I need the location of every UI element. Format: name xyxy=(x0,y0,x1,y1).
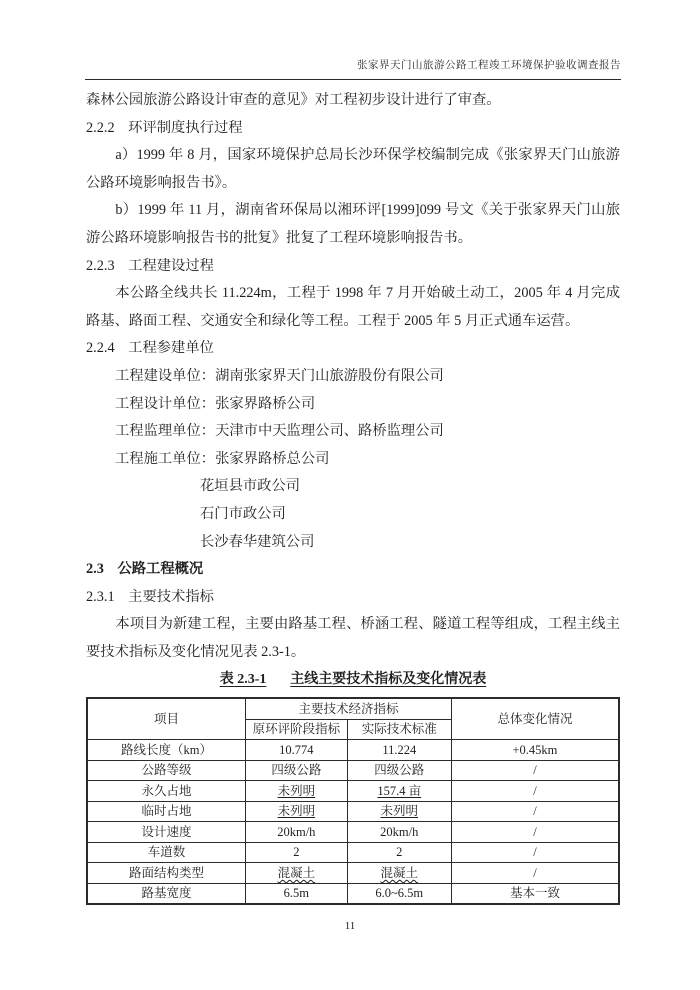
cell-change: / xyxy=(451,781,619,802)
cell-change: / xyxy=(451,801,619,822)
table-row xyxy=(87,883,619,904)
table-row xyxy=(87,760,619,781)
cell-eia xyxy=(246,863,348,884)
table-row xyxy=(87,801,619,822)
unit-value: 湖南张家界天门山旅游股份有限公司 xyxy=(215,367,444,384)
cell-item: 路基宽度 xyxy=(87,883,246,904)
table-row xyxy=(87,781,619,802)
paragraph-continuation: 森林公园旅游公路设计审查的意见》对工程初步设计进行了审查。 xyxy=(86,92,501,108)
section-number: 2.3 xyxy=(86,561,104,578)
cell-change: / xyxy=(451,760,619,781)
section-title: 公路工程概况 xyxy=(117,561,204,578)
cell-item: 永久占地 xyxy=(87,781,246,802)
cell-change: +0.45km xyxy=(451,740,619,761)
unit-line-construction xyxy=(86,363,620,391)
header-cell-group: 主要技术经济指标 xyxy=(246,698,452,719)
unit-extra-changsha: 长沙春华建筑公司 xyxy=(200,533,315,550)
table-header-row-1 xyxy=(87,698,619,719)
page-header xyxy=(85,57,621,80)
unit-extra-shimen: 石门市政公司 xyxy=(200,505,286,522)
cell-actual: 11.224 xyxy=(347,740,451,761)
cell-actual xyxy=(347,801,451,822)
cell-change: 基本一致 xyxy=(451,883,619,904)
section-number: 2.3.1 xyxy=(86,588,115,605)
wavy-underlined-value: 混凝土 xyxy=(277,865,316,880)
cell-item: 路线长度（km） xyxy=(87,740,246,761)
section-heading-2-3-1 xyxy=(86,584,620,612)
header-cell-eia: 原环评阶段指标 xyxy=(246,719,348,740)
unit-label: 工程设计单位： xyxy=(115,395,216,412)
section-number: 2.2.3 xyxy=(86,257,115,274)
paragraph-eia-a: a）1999 年 8 月，国家环境保护总局长沙环保学校编制完成《张家界天门山旅游公路环境影响报告书》。 xyxy=(86,147,620,191)
paragraph-indicators: 本项目为新建工程，主要由路基工程、桥涵工程、隧道工程等组成，工程主线主要技术指标及变化情况见表 2.3-1。 xyxy=(86,616,620,660)
spec-table xyxy=(86,697,620,905)
section-title: 工程建设过程 xyxy=(128,257,214,274)
cell-eia: 20km/h xyxy=(246,822,348,843)
underlined-value: 未列明 xyxy=(277,804,316,819)
unit-value: 张家界路桥公司 xyxy=(215,395,316,412)
table-row xyxy=(87,740,619,761)
section-title: 工程参建单位 xyxy=(128,340,214,357)
table-row xyxy=(87,842,619,863)
section-heading-2-2-4 xyxy=(86,335,620,363)
header-cell-actual: 实际技术标准 xyxy=(347,719,451,740)
underlined-value: 157.4 亩 xyxy=(377,783,422,798)
section-number: 2.2.2 xyxy=(86,119,115,136)
cell-item: 设计速度 xyxy=(87,822,246,843)
unit-extra-huayuan: 花垣县市政公司 xyxy=(200,478,301,495)
cell-item: 车道数 xyxy=(87,842,246,863)
header-cell-item: 项目 xyxy=(87,698,246,740)
table-row xyxy=(87,822,619,843)
unit-line-design xyxy=(86,391,620,419)
cell-eia: 2 xyxy=(246,842,348,863)
cell-item: 路面结构类型 xyxy=(87,863,246,884)
section-heading-2-2-2 xyxy=(86,115,620,143)
table-caption-label: 表 2.3-1 xyxy=(219,672,267,688)
cell-eia xyxy=(246,801,348,822)
cell-change: / xyxy=(451,822,619,843)
cell-actual: 2 xyxy=(347,842,451,863)
section-number: 2.2.4 xyxy=(86,340,115,357)
cell-actual: 四级公路 xyxy=(347,760,451,781)
cell-eia: 6.5m xyxy=(246,883,348,904)
section-title: 主要技术指标 xyxy=(128,588,214,605)
running-header-title: 张家界天门山旅游公路工程竣工环境保护验收调查报告 xyxy=(85,57,621,80)
cell-actual: 6.0~6.5m xyxy=(347,883,451,904)
table-caption-title: 主线主要技术指标及变化情况表 xyxy=(290,672,487,688)
unit-value: 天津市中天监理公司、路桥监理公司 xyxy=(215,423,444,440)
paragraph-construction: 本公路全线共长 11.224m，工程于 1998 年 7 月开始破土动工，2005 年 4 月完成路基、路面工程、交通安全和绿化等工程。工程于 2005 年 5 月正式通车运营。 xyxy=(86,285,620,329)
unit-line-contractor xyxy=(86,446,620,474)
header-cell-change: 总体变化情况 xyxy=(451,698,619,740)
section-heading-2-2-3 xyxy=(86,253,620,281)
underlined-value: 未列明 xyxy=(277,783,316,798)
document-body xyxy=(86,87,620,905)
wavy-underlined-value: 混凝土 xyxy=(380,865,419,880)
unit-value: 张家界路桥总公司 xyxy=(215,450,330,467)
cell-change: / xyxy=(451,842,619,863)
cell-item: 公路等级 xyxy=(87,760,246,781)
table-row xyxy=(87,863,619,884)
cell-eia: 10.774 xyxy=(246,740,348,761)
unit-line-supervision xyxy=(86,418,620,446)
section-heading-2-3 xyxy=(86,556,620,584)
table-caption-text xyxy=(220,672,486,687)
cell-actual xyxy=(347,781,451,802)
cell-eia: 四级公路 xyxy=(246,760,348,781)
page-number: 11 xyxy=(344,920,356,932)
underlined-value: 未列明 xyxy=(380,804,419,819)
section-title: 环评制度执行过程 xyxy=(128,119,243,136)
cell-actual: 20km/h xyxy=(347,822,451,843)
cell-item: 临时占地 xyxy=(87,801,246,822)
cell-change: / xyxy=(451,863,619,884)
table-caption xyxy=(86,666,620,694)
unit-label: 工程建设单位： xyxy=(115,367,216,384)
unit-label: 工程施工单位： xyxy=(115,450,216,467)
cell-eia xyxy=(246,781,348,802)
unit-label: 工程监理单位： xyxy=(115,423,216,440)
cell-actual xyxy=(347,863,451,884)
paragraph-eia-b: b）1999 年 11 月，湖南省环保局以湘环评[1999]099 号文《关于张家界天门山旅游公路环境影响报告书的批复》批复了工程环境影响报告书。 xyxy=(86,202,620,246)
